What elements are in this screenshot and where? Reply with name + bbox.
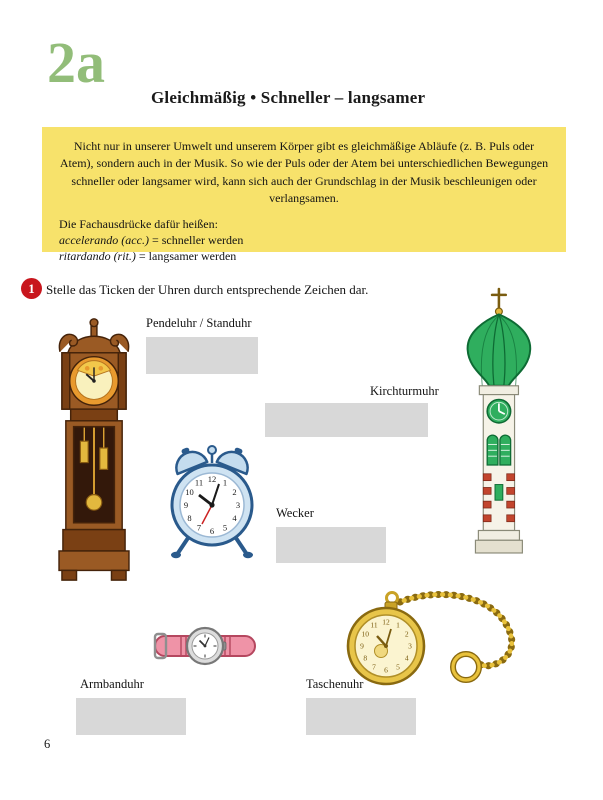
clock-face (70, 357, 119, 406)
term-ritardando (59, 248, 549, 265)
info-box (42, 127, 566, 264)
label-wecker: Wecker (276, 506, 314, 520)
face-number: 2 (232, 487, 237, 497)
lesson-number: 2a (47, 30, 105, 95)
face-number: 11 (194, 477, 204, 488)
answer-box-standuhr[interactable] (146, 337, 258, 374)
tower-lower-window (495, 485, 503, 501)
face-number: 9 (183, 500, 189, 510)
face-number: 2 (404, 629, 409, 639)
exercise-number-badge (21, 278, 42, 299)
wristwatch-illustration (152, 610, 258, 682)
term-accelerando-name: accelerando (acc.) (59, 232, 149, 247)
tower-clock (487, 399, 510, 422)
face-number: 5 (396, 662, 400, 672)
face-number: 12 (382, 617, 390, 627)
exercise-instruction: Stelle das Ticken der Uhren durch entsprechende Zeichen dar. (46, 282, 369, 297)
term-ritardando-meaning: = langsamer werden (138, 249, 237, 264)
label-kirchturmuhr: Kirchturmuhr (370, 384, 439, 398)
face-number: 1 (396, 620, 400, 630)
face-number: 6 (209, 526, 215, 536)
term-accelerando-meaning: = schneller werden (151, 232, 244, 247)
clock-neck (71, 409, 118, 421)
clock-pediment (59, 319, 128, 353)
face-number: 3 (235, 500, 241, 510)
face-number: 5 (222, 522, 228, 533)
answer-box-taschenuhr[interactable] (306, 698, 416, 735)
chain-clasp-ring (453, 654, 479, 680)
tower-cross (492, 289, 506, 309)
tower-cornice (479, 386, 518, 395)
face-number: 11 (370, 620, 378, 630)
onion-dome (468, 314, 531, 385)
answer-box-kirchturmuhr[interactable] (265, 403, 428, 437)
term-ritardando-name: ritardando (rit.) (59, 249, 136, 264)
page-title: Gleichmäßig • Schneller – langsamer (151, 88, 426, 107)
alarm-foot-left (171, 552, 181, 558)
term-accelerando (59, 232, 549, 249)
pocket-watch-illustration (340, 588, 530, 694)
face-number: 1 (222, 477, 228, 488)
label-standuhr: Pendeluhr / Standuhr (146, 316, 252, 330)
face-number: 8 (363, 653, 368, 663)
pocket-watch-center-dot (384, 644, 388, 648)
label-armbanduhr: Armbanduhr (80, 677, 144, 691)
face-number: 10 (185, 487, 194, 497)
church-tower-illustration (451, 283, 539, 558)
alarm-foot-right (243, 552, 253, 558)
answer-box-armbanduhr[interactable] (76, 698, 186, 735)
clock-base (59, 530, 129, 581)
grandfather-clock-illustration (50, 312, 138, 584)
watch-center-dot (204, 645, 207, 648)
face-number: 7 (372, 662, 376, 672)
face-number: 9 (360, 641, 364, 651)
exercise-number: 1 (28, 280, 35, 296)
face-number: 12 (207, 474, 217, 484)
tower-base (475, 531, 522, 553)
face-number: 8 (187, 513, 192, 523)
info-paragraph: Nicht nur in unserer Umwelt und unserem Körper gibt es gleichmäßige Abläufe (z. B. Puls oder Atem), sondern auch in der Musik. So wie der Puls oder der Atem bei unterschiedlichen Bewegungen schneller oder langsamer wird, kann sich auch der Grundschlag in der Musik beschleunigen oder verlangsamen. (59, 139, 549, 206)
face-number: 3 (408, 641, 412, 651)
alarm-clock-illustration (162, 437, 262, 567)
face-number: 7 (196, 522, 202, 533)
face-number: 4 (404, 653, 409, 663)
label-taschenuhr: Taschenuhr (306, 677, 364, 691)
page-number: 6 (44, 737, 51, 751)
answer-box-wecker[interactable] (276, 527, 386, 563)
face-number: 10 (361, 629, 369, 639)
face-number: 6 (384, 665, 388, 675)
face-number: 4 (232, 513, 237, 523)
terms-intro: Die Fachausdrücke dafür heißen: (59, 216, 218, 231)
